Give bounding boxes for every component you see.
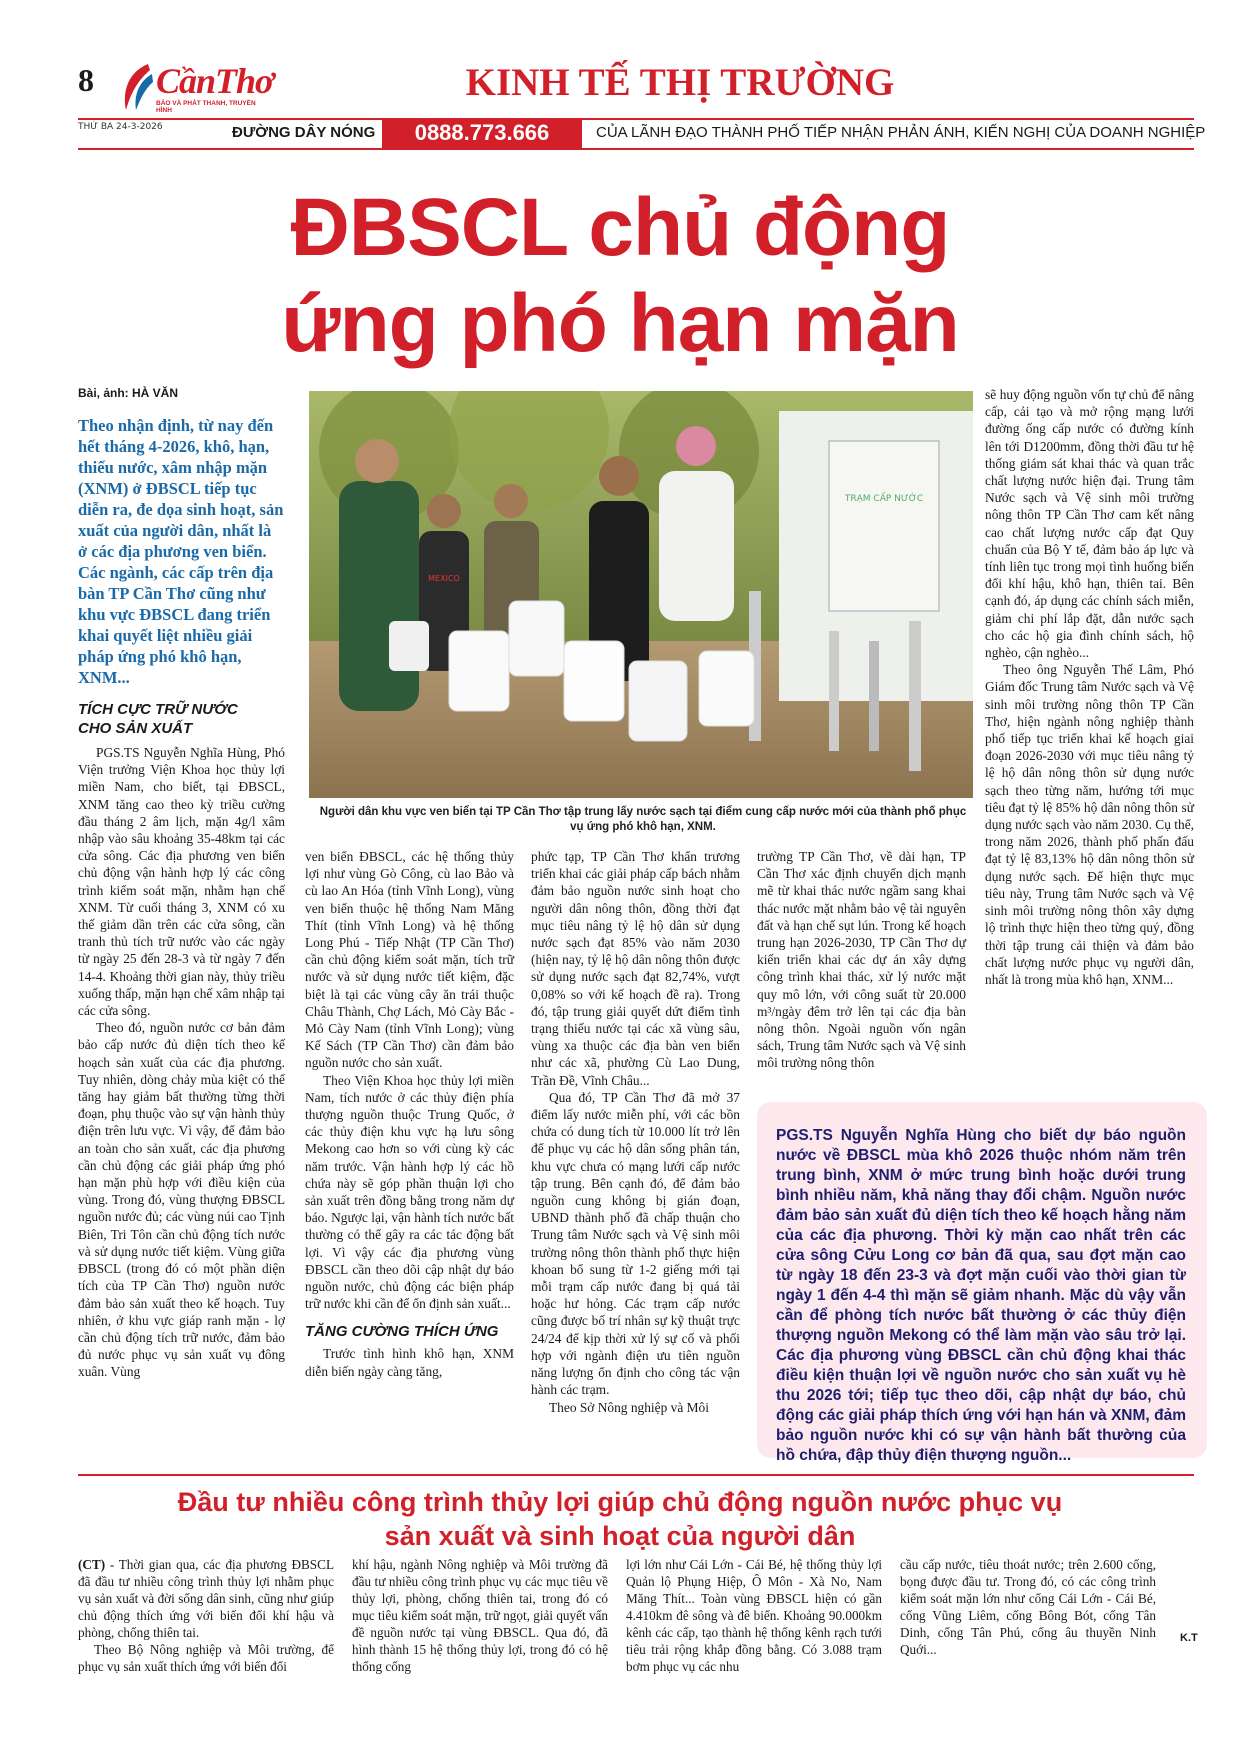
- photo-caption: Người dân khu vực ven biển tại TP Cần Thơ tập trung lấy nước sạch tại điểm cung cấp nước mới của thành phố phục vụ ứng phó khô hạn, XNM.: [319, 806, 967, 833]
- article2-column-3: [626, 1556, 882, 1675]
- highlight-quote: PGS.TS Nguyễn Nghĩa Hùng cho biết dự báo nguồn nước về ĐBSCL mùa khô 2026 thuộc nhóm năm trên trung bình, XNM ở mức trung bình hoặc dưới trung bình nhiều năm, khả năng thay đổi chậm. Nguồn nước đảm bảo sản xuất đủ diện tích theo kế hoạch hằng năm của các địa phương. Thời kỳ mặn cao nhất trên các cửa sông Cửu Long cơ bản đã qua, sau đợt mặn cao từ ngày 18 đến 23-3 và đợt mặn cuối vào thời gian từ ngày 1 đến 4-4 thì mặn sẽ giảm nhanh. Mặc dù vậy vẫn cần để phòng tích nước bất thường ở các thủy điện thượng nguồn Mekong có thể làm mặn vào sâu trở lại. Các địa phương vùng ĐBSCL cần chủ động khai thác điều kiện thuận lợi về nguồn nước cho sản xuất vụ hè thu 2026 tới; tiếp tục theo dõi, cập nhật dự báo, chủ động các giải pháp thích ứng với hạn hán và XNM, đảm bảo nguồn nước khi có sự vận hành bất thường của hồ chứa, đập thủy điện thượng nguồn...: [776, 1127, 1186, 1464]
- headline-line-2: ứng phó hạn mặn: [281, 278, 959, 369]
- photo-sign-text: TRẠM CẤP NƯỚC: [844, 494, 924, 504]
- headline-line-1: ĐBSCL chủ động: [290, 182, 950, 273]
- paragraph: Trước tình hình khô hạn, XNM diễn biến ngày càng tăng,: [305, 1346, 514, 1379]
- article-column-4: [757, 848, 966, 1072]
- paragraph: lợi lớn như Cái Lớn - Cái Bé, hệ thống thủy lợi Quản lộ Phụng Hiệp, Ô Môn - Xà No, Nam Măng Thít... Toàn vùng ĐBSCL hiện có gần 4.410km đê sông và đê biển. Khoảng 90.000km kênh các cấp, tạo thành hệ thống kênh rạch tưới tiêu trải rộng khắp đồng bằng. Có 3.088 trạm bơm phục vụ các nhu: [626, 1557, 882, 1674]
- article-sapo: Theo nhận định, từ nay đến hết tháng 4-2026, khô, hạn, thiếu nước, xâm nhập mặn (XNM) ở ĐBSCL tiếp tục diễn ra, đe dọa sinh hoạt, sản xuất của người dân, nhất là ở các địa phương ven biển. Các ngành, các cấp trên địa bàn TP Cần Thơ cũng như khu vực ĐBSCL đang triển khai quyết liệt nhiều giải pháp ứng phó khô hạn, XNM...: [78, 416, 284, 687]
- article-column-5: [985, 386, 1194, 988]
- secondary-headline-line-1: Đầu tư nhiều công trình thủy lợi giúp chủ động nguồn nước phục vụ: [177, 1487, 1063, 1517]
- lead-text: - Thời gian qua, các địa phương ĐBSCL đã đầu tư nhiều công trình thủy lợi nhằm phục vụ sản xuất và đời sống dân sinh, cũng như giúp chủ động thích ứng với biến đổi khí hậu và phòng, chống thiên tai.: [78, 1557, 334, 1640]
- paragraph: sẽ huy động nguồn vốn tự chủ để nâng cấp, cải tạo và mở rộng mạng lưới đường ống cấp nước có đường kính lên tới D1200mm, đồng thời đầu tư hệ thống giám sát khai thác và quan trắc chất lượng nước hiện đại. Trung tâm Nước sạch và Vệ sinh môi trường nông thôn TP Cần Thơ cam kết nâng cao chất lượng nước cấp đạt Quy chuẩn của Bộ Y tế, đảm bảo áp lực và tính liên tục trong mọi tình huống biến đổi khí hậu, khô hạn, thiên tai. Bên cạnh đó, áp dụng các chính sách miễn, giảm chi phí lắp đặt, dẫn nước sạch cho các hộ gia đình chính sách, hộ nghèo, cận nghèo...: [985, 387, 1194, 661]
- header-rule-bottom: [78, 148, 1194, 150]
- hotline-label: ĐƯỜNG DÂY NÓNG: [232, 124, 376, 141]
- paragraph: khí hậu, ngành Nông nghiệp và Môi trường đã đầu tư nhiều công trình phục vụ các mục tiêu về thủy lợi, phòng, chống thiên tai, trong đó có mục tiêu kiểm soát mặn, trữ ngọt, giải quyết vấn đề nguồn nước tại vùng ĐBSCL. Qua đó, đã hình thành 15 hệ thống thủy lợi, trong đó có hệ thống cống: [352, 1557, 608, 1674]
- article-column-2: [305, 848, 514, 1380]
- section-title: KINH TẾ THỊ TRƯỜNG: [465, 61, 895, 104]
- paragraph: ven biển ĐBSCL, các hệ thống thủy lợi như vùng Gò Công, cù lao Bảo và cù lao An Hóa (tỉnh Vĩnh Long), vùng ven biển thuộc hệ thống Nam Măng Thít (tỉnh Vĩnh Long) và hệ thống Long Phú - Tiếp Nhật (TP Cần Thơ) cần chủ động kiểm soát mặn, tích trữ nước và sử dụng nước tiết kiệm, đặc biệt là tại các vùng cây ăn trái thuộc Châu Thành, Chợ Lách, Mỏ Cày Bắc - Mỏ Cày Nam (tỉnh Vĩnh Long); vùng Kế Sách (TP Cần Thơ) cần đảm bảo nguồn nước cho sản xuất.: [305, 849, 514, 1071]
- subheading-1: [78, 700, 284, 738]
- paragraph: [78, 1556, 334, 1641]
- header-rule: [78, 118, 1194, 120]
- photo-people-collecting-water: [309, 391, 973, 798]
- paragraph: Theo ông Nguyễn Thế Lâm, Phó Giám đốc Trung tâm Nước sạch và Vệ sinh môi trường nông thôn TP Cần Thơ, hiện ngành nông nghiệp thành phố tiếp tục triển khai kế hoạch giai đoạn 2026-2030 với mục tiêu nâng tỷ lệ hộ dân nông thôn sử dụng nước sạch theo từng năm, hướng tới mục tiêu đạt tỷ lệ 85% hộ dân nông thôn sử dụng nước sạch vào năm 2030. Cụ thể, trong năm 2026, thành phố phấn đấu đạt tỷ lệ 83,13% hộ dân nông thôn sử dụng nước sạch. Để hiện thực mục tiêu này, Trung tâm Nước sạch và Vệ sinh môi trường nông thôn xây dựng lộ trình thực hiện theo từng quý, đồng thời tập trung cải thiện và đảm bảo chất lượng nước phục vụ người dân, nhất là trong mùa khô hạn, XNM...: [985, 662, 1194, 987]
- article-column-1: [78, 744, 285, 1381]
- secondary-headline-line-2: sản xuất và sinh hoạt của người dân: [384, 1521, 856, 1551]
- lead-tag: (CT): [78, 1557, 106, 1572]
- secondary-headline: [150, 1485, 1090, 1553]
- article-column-3: [531, 848, 740, 1416]
- paragraph: Theo Viện Khoa học thủy lợi miền Nam, tích nước ở các thủy điện phía thượng nguồn thuộc Trung Quốc, ở các thủy điện khu vực hạ lưu sông Mekong cao hơn so với cùng kỳ các năm trước. Vận hành hợp lý các hồ chứa này sẽ góp phần thuận lợi cho sản xuất trên đồng bằng trong năm dự báo. Ngược lại, vận hành tích nước bất thường có thể gây ra các tác động bất lợi. Vì vậy các địa phương vùng ĐBSCL cần theo dõi cập nhật dự báo nguồn nước, chủ động các biện pháp trữ nước khi cần để ổn định sản xuất...: [305, 1072, 514, 1312]
- paragraph: Theo Sở Nông nghiệp và Môi: [549, 1399, 709, 1415]
- hotline-description: CỦA LÃNH ĐẠO THÀNH PHỐ TIẾP NHẬN PHẢN ÁNH, KIẾN NGHỊ CỦA DOANH NGHIỆP: [596, 124, 1206, 141]
- page-number: 8: [78, 62, 94, 98]
- paragraph: Qua đó, TP Cần Thơ đã mở 37 điểm lấy nước miễn phí, với các bồn chứa có dung tích từ 10.000 lít trở lên để phục vụ các hộ dân sống phân tán, khu vực chưa có mạng lưới cấp nước tập trung. Bên cạnh đó, để đảm bảo nguồn cung không bị gián đoạn, UBND thành phố đã chấp thuận cho Trung tâm Nước sạch và Vệ sinh môi trường nông thôn thành phố thực hiện khoan bổ sung từ 1-2 giếng mới tại mỗi trạm cấp nước đang bị quá tải hoặc hư hỏng. Các trạm cấp nước cũng được bố trí nhân sự kỹ thuật trực 24/24 để kịp thời xử lý sự cố và phối hợp với ngành điện ưu tiên nguồn năng lượng ổn định cho công tác vận hành các trạm.: [531, 1089, 740, 1398]
- paragraph: Theo đó, nguồn nước cơ bản đảm bảo cấp nước đủ diện tích theo kế hoạch sản xuất của các địa phương. Tuy nhiên, dòng chảy mùa kiệt có thể tăng hay giảm bất thường từng thời đoạn, phụ thuộc vào sự vận hành thủy điện trên lưu vực. Vì vậy, để đảm bảo an toàn cho sản xuất, các địa phương cần chủ động các giải pháp ứng phó hạn mặn phù hợp với điều kiện của vùng. Trong đó, vùng thượng ĐBSCL nguồn nước đủ; các vùng núi cao Tịnh Biên, Tri Tôn cần chủ động tích nước và sử dụng nước tiết kiệm. Vùng giữa ĐBSCL (trong đó có một phần diện tích của TP Cần Thơ) nguồn nước đảm bảo sản xuất theo kế hoạch. Tuy nhiên, ở khu vực giáp ranh mặn - lợ cần chủ động tích trữ nước, đảm bảo đủ nước phục vụ sản xuất vụ đông xuân. Vùng: [78, 1020, 285, 1380]
- article2-column-2: [352, 1556, 608, 1675]
- paragraph: cầu cấp nước, tiêu thoát nước; trên 2.600 cống, bọng được đầu tư. Trong đó, có các công trình kiểm soát mặn lớn như cống Cái Lớn - Cái Bé, cống Vũng Liêm, cống Bông Bót, cống Tân Dinh, cống Tân Phú, cống âu thuyền Ninh Quới...: [900, 1557, 1156, 1657]
- subheading-2: TĂNG CƯỜNG THÍCH ỨNG: [305, 1323, 499, 1341]
- paragraph: trường TP Cần Thơ, về dài hạn, TP Cần Thơ xác định chuyển dịch mạnh mẽ từ khai thác nước ngầm sang khai thác nước mặt nhằm bảo vệ tài nguyên đất và hạn chế sụt lún. Trong kế hoạch trung hạn 2026-2030, TP Cần Thơ dự kiến triển khai các dự án xây dựng công trình khai thác, xử lý nước mặt quy mô lớn, với công suất từ 20.000 m³/ngày đêm trở lên tại các địa bàn nông thôn. Ngoài nguồn vốn ngân sách, Trung tâm Nước sạch và Vệ sinh môi trường nông thôn: [757, 849, 966, 1071]
- author-signature: K.T: [1180, 1632, 1198, 1644]
- paragraph: Theo Bộ Nông nghiệp và Môi trường, để phục vụ sản xuất thích ứng với biến đổi: [78, 1642, 334, 1674]
- logo-tagline: BÁO VÀ PHÁT THANH, TRUYỀN HÌNH: [156, 100, 256, 114]
- logo-wordmark: CầnThơ: [156, 61, 274, 101]
- newspaper-logo[interactable]: [118, 60, 273, 114]
- byline: Bài, ảnh: HÀ VĂN: [78, 386, 179, 400]
- subheading-1-line-1: TÍCH CỰC TRỮ NƯỚC: [78, 701, 238, 718]
- article-headline: [100, 180, 1140, 372]
- article2-column-4: [900, 1556, 1156, 1658]
- hotline-number[interactable]: 0888.773.666: [382, 118, 582, 148]
- article2-column-1: [78, 1556, 334, 1675]
- issue-date: THỨ BA 24-3-2026: [78, 122, 163, 132]
- paragraph: phức tạp, TP Cần Thơ khẩn trương triển khai các giải pháp cấp bách nhằm đảm bảo nguồn nước sinh hoạt cho người dân nông thôn, đồng thời đạt mục tiêu nâng tỷ lệ hộ dân sử dụng nước sạch đạt 85% vào năm 2030 (hiện nay, tỷ lệ hộ dân nông thôn được sử dụng nước sạch đạt 82,74%, vượt 0,08% so với kế hoạch đề ra). Trong đó, tập trung giải quyết dứt điểm tình trạng thiếu nước tại các xã vùng sâu, vùng xa thuộc các địa bàn ven biển như các xã, phường Cù Lao Dung, Trần Đề, Vĩnh Châu...: [531, 849, 740, 1088]
- article-photo: [309, 391, 973, 798]
- paragraph: PGS.TS Nguyễn Nghĩa Hùng, Phó Viện trưởng Viện Khoa học thủy lợi miền Nam, cho biết, tại ĐBSCL, XNM tăng cao theo kỳ triều cường đầu tháng 2 âm lịch, mặn 4g/l xâm nhập vào sâu khoảng 35-48km tại các cửa sông. Các địa phương ven biển chủ động vận hành hợp lý các công trình kiểm soát mặn, nhằm hạn chế XNM. Từ cuối tháng 3, XNM có xu thế giảm dần trên các cửa sông, cần tranh thủ tích trữ nước vào các ngày từ ngày 25 đến 28-3 và từ ngày 7 đến 14-4. Khoảng thời gian này, thủy triều xuống thấp, mặn hạn chế xâm nhập tại các cửa sông.: [78, 745, 285, 1019]
- subheading-1-line-2: CHO SẢN XUẤT: [78, 720, 193, 737]
- logo-swoosh-icon: [118, 62, 154, 112]
- section-divider: [78, 1474, 1194, 1476]
- photo-shirt-text: MEXICO: [428, 574, 460, 583]
